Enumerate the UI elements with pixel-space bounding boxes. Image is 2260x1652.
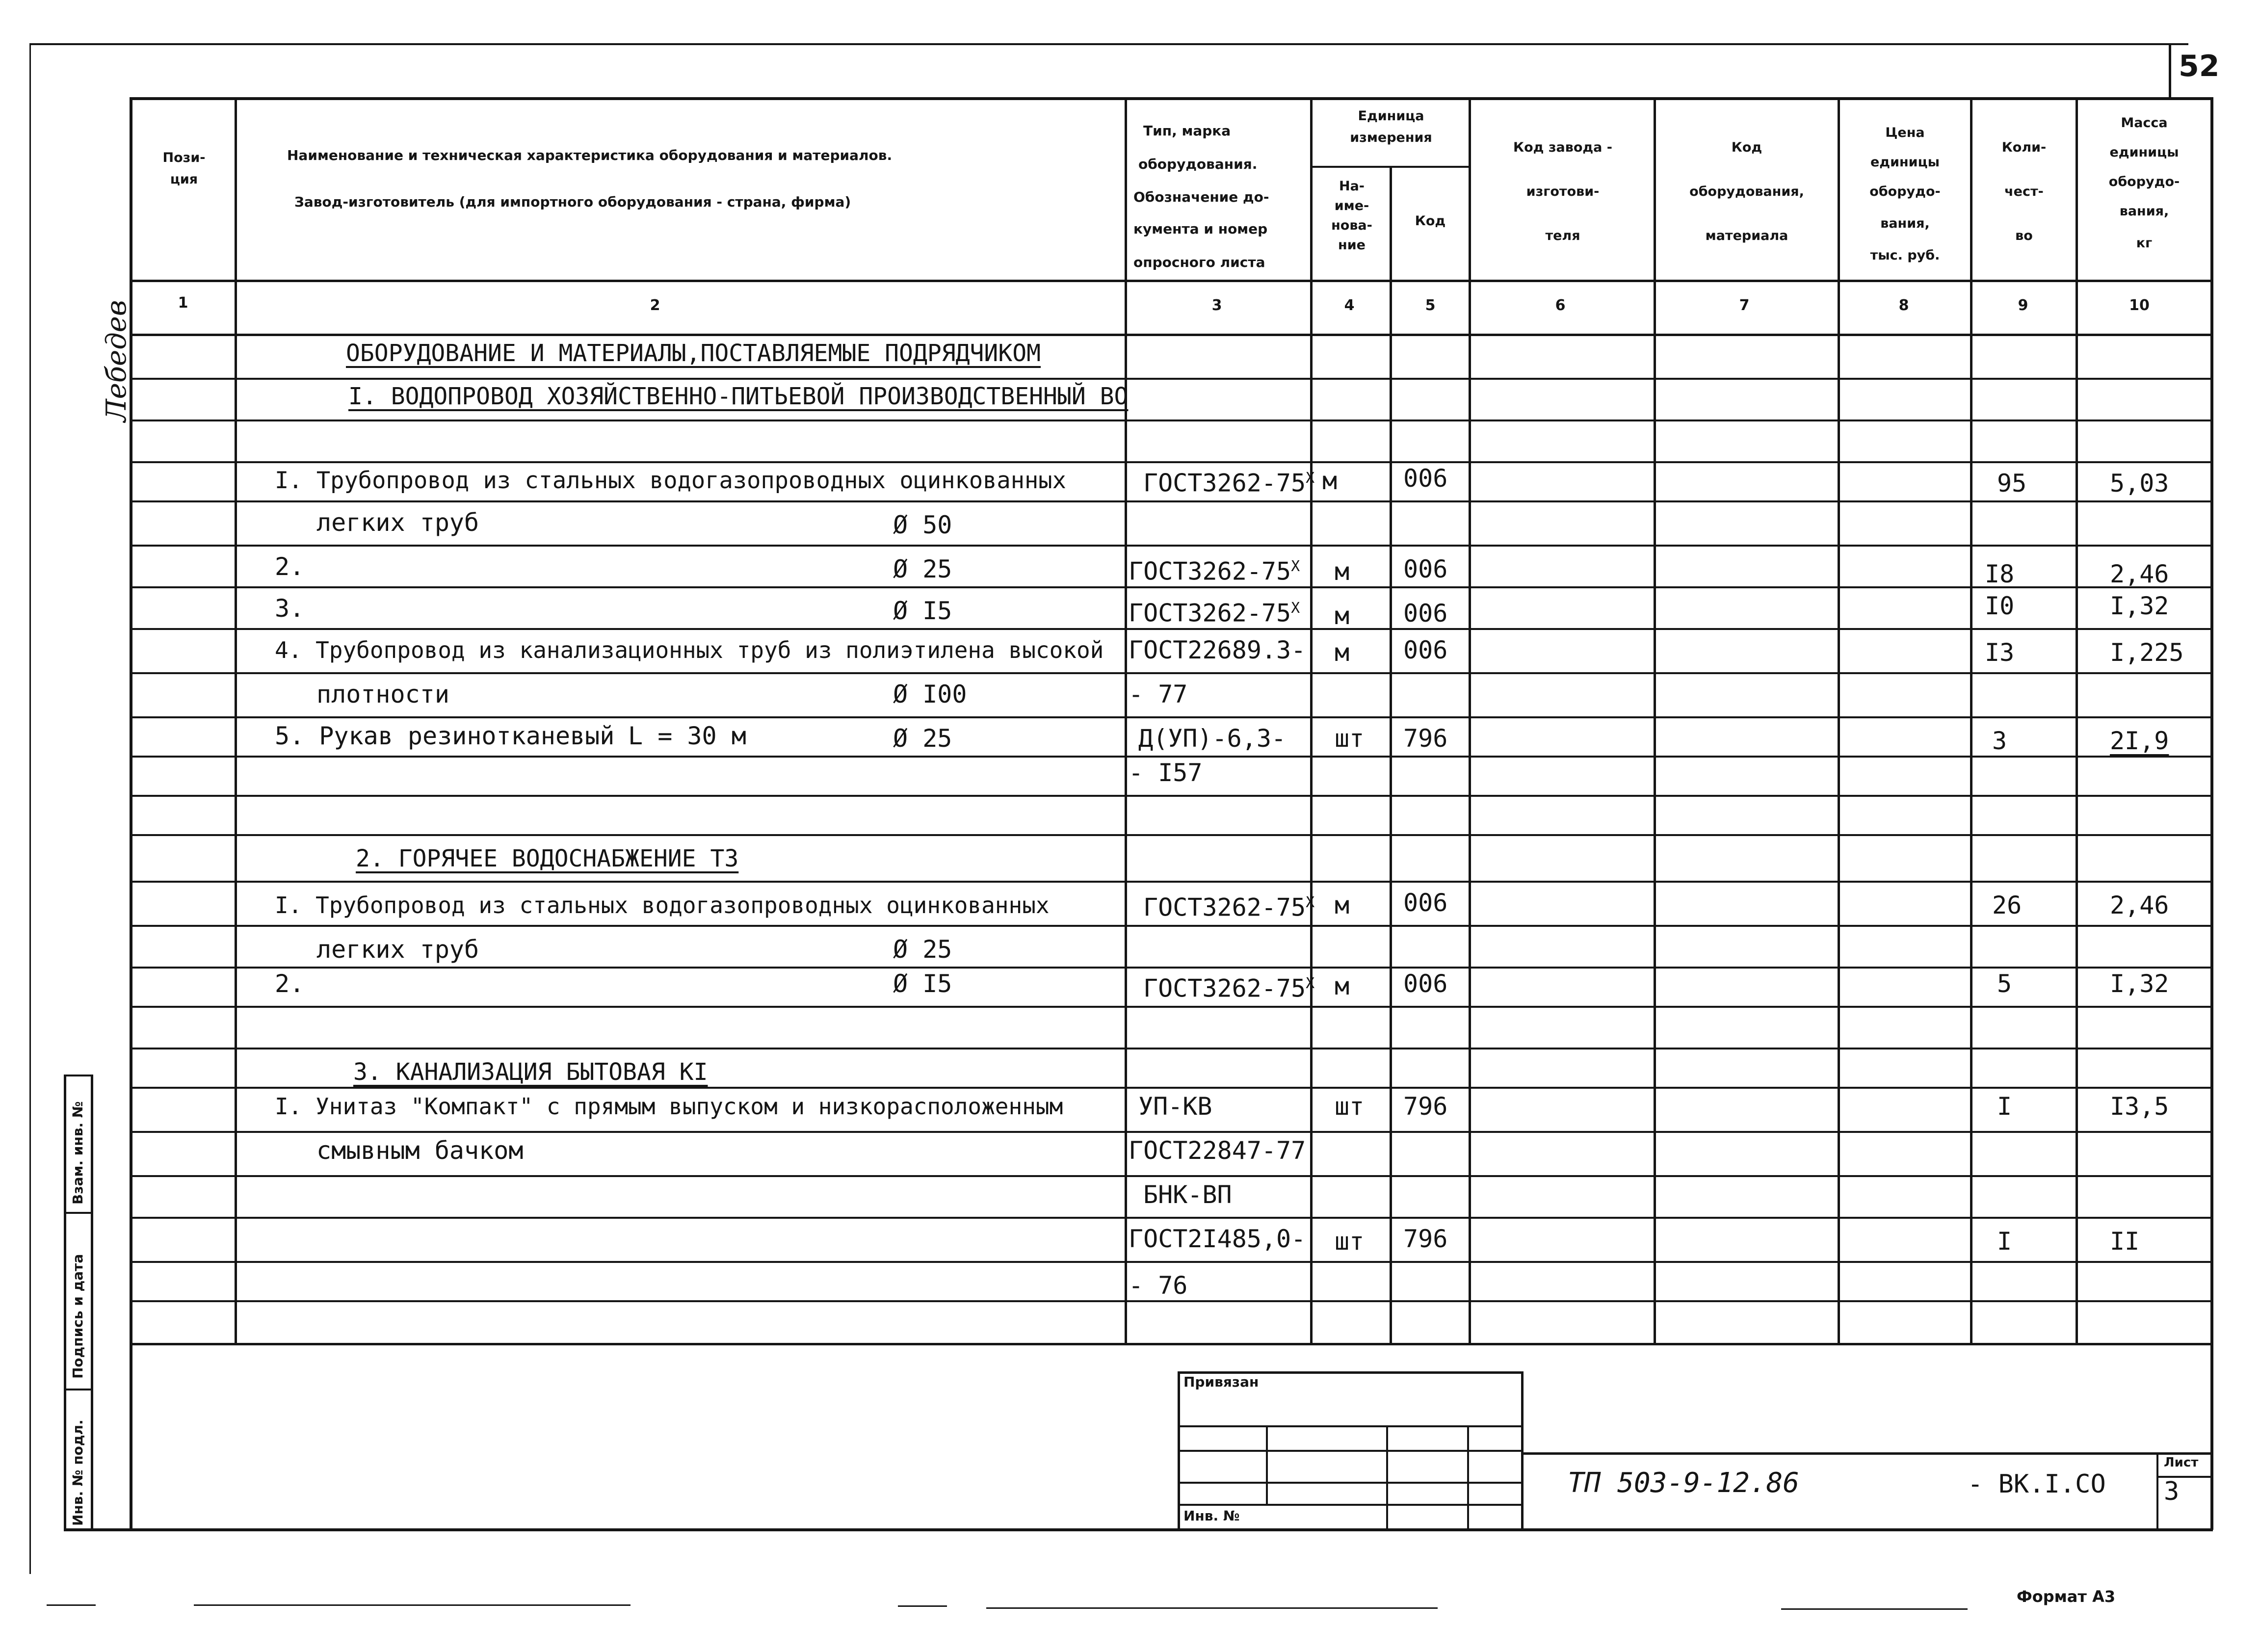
row9-code: 796 xyxy=(1403,1225,1448,1253)
row2-pos: 2. xyxy=(275,552,305,581)
row5-mass: 2I,9 xyxy=(2110,727,2169,755)
header-name-line2: Завод-изготовитель (для импортного оборудования - страна, фирма) xyxy=(294,194,851,210)
row-line xyxy=(131,1006,2213,1008)
row3-unit: м xyxy=(1335,602,1350,630)
sheet-box-left xyxy=(2169,43,2171,97)
header-mass-l4: вания, xyxy=(2119,204,2169,219)
row6-code: 006 xyxy=(1403,889,1448,917)
row5-qty: 3 xyxy=(1992,727,2007,755)
row2-mass: 2,46 xyxy=(2110,560,2169,588)
row4-qty: I3 xyxy=(1985,638,2015,667)
table-title: ОБОРУДОВАНИЕ И МАТЕРИАЛЫ,ПОСТАВЛЯЕМЫЕ ПОДРЯДЧИКОМ xyxy=(346,340,1041,367)
row-line xyxy=(131,834,2213,836)
row-line xyxy=(131,967,2213,969)
stamp-line xyxy=(1178,1450,1524,1452)
column-number: 6 xyxy=(1555,297,1566,314)
title-block-top xyxy=(1521,1452,2213,1455)
row2-qty: I8 xyxy=(1985,560,2015,588)
row4-doc: ГОСТ22689.3- xyxy=(1129,636,1306,664)
row1b-name: легких труб xyxy=(316,508,479,537)
left-margin-line xyxy=(29,43,31,1574)
row8b-doc: ГОСТ22847-77 xyxy=(1129,1136,1306,1165)
row6b-dia: Ø 25 xyxy=(893,935,952,964)
header-equip-code-l3: материала xyxy=(1705,228,1788,243)
header-type-l2: оборудования. xyxy=(1138,156,1258,172)
col-sep-9 xyxy=(2076,97,2078,1344)
row-line xyxy=(131,461,2213,463)
row8-code: 796 xyxy=(1403,1092,1448,1121)
header-position: Пози- ция xyxy=(162,150,206,187)
list-label: Лист xyxy=(2164,1455,2199,1470)
row4b-name: плотности xyxy=(316,680,449,708)
row3-mass: I,32 xyxy=(2110,592,2169,620)
row1-unit: м xyxy=(1322,467,1338,495)
header-type-l3: Обозначение до- xyxy=(1133,189,1269,205)
col-sep-3 xyxy=(1310,97,1313,1344)
row-line xyxy=(131,420,2213,421)
row1b-dia: Ø 50 xyxy=(893,511,952,539)
row7-code: 006 xyxy=(1403,970,1448,998)
col-sep-2 xyxy=(1125,97,1127,1344)
bottom-dash xyxy=(194,1604,631,1606)
row5-length: L = 30 м xyxy=(628,722,746,750)
list-number: 3 xyxy=(2164,1477,2180,1506)
frame-bottom-border xyxy=(64,1528,2213,1531)
header-type-l4: кумента и номер xyxy=(1133,221,1268,237)
header-name-line1: Наименование и техническая характеристика оборудования и материалов. xyxy=(287,147,893,163)
signature: Лебедев xyxy=(101,300,132,422)
bottom-dash xyxy=(1781,1608,1968,1610)
header-factory-l1: Код завода - xyxy=(1513,140,1612,155)
row6-mass: 2,46 xyxy=(2110,891,2169,919)
header-qty-l3: во xyxy=(2015,228,2033,243)
col-sep-1 xyxy=(235,97,237,1344)
row9-mass: II xyxy=(2110,1227,2140,1256)
bottom-dash xyxy=(898,1605,947,1607)
row-line xyxy=(131,672,2213,674)
header-type-l1: Тип, марка xyxy=(1143,123,1231,139)
row-line xyxy=(131,378,2213,380)
row8-unit: шт xyxy=(1335,1092,1365,1121)
header-mass-l5: кг xyxy=(2136,236,2153,251)
row3-doc: $ГОСТ3262-75^X$ xyxy=(1129,599,1300,628)
row4b-doc: - 77 xyxy=(1129,680,1188,708)
row-line xyxy=(131,716,2213,718)
row-line xyxy=(131,1175,2213,1177)
header-price-l2: единицы xyxy=(1870,155,1940,170)
row8b-name: смывным бачком xyxy=(316,1136,524,1165)
row4b-dia: Ø I00 xyxy=(893,680,967,708)
header-bottom-border xyxy=(131,280,2213,282)
sheet-number: 52 xyxy=(2179,49,2220,83)
row4-code: 006 xyxy=(1403,636,1448,664)
row-line xyxy=(131,628,2213,630)
row-line xyxy=(131,1048,2213,1049)
row7-doc: $ГОСТ3262-75^X$ xyxy=(1143,974,1315,1003)
header-price-l4: вания, xyxy=(1880,216,1930,231)
colnum-bottom-border xyxy=(131,334,2213,336)
column-number: 7 xyxy=(1739,297,1750,314)
stamp-privyazan: Привязан xyxy=(1183,1374,1259,1390)
header-unit-code: Код xyxy=(1415,213,1446,229)
header-unit-name: На- име- нова- ние xyxy=(1331,179,1372,253)
unit-group-divider xyxy=(1310,166,1470,168)
row4-unit: м xyxy=(1335,638,1350,667)
col-sep-5 xyxy=(1469,97,1471,1344)
row7-dia: Ø I5 xyxy=(893,970,952,998)
row1-qty: 95 xyxy=(1997,469,2027,498)
header-unit-group: Единица измерения xyxy=(1350,108,1432,145)
column-number: 10 xyxy=(2129,297,2150,314)
stamp-col xyxy=(1467,1425,1469,1531)
row3-qty: I0 xyxy=(1985,592,2015,620)
row7-unit: м xyxy=(1335,972,1350,1000)
column-number: 2 xyxy=(650,297,660,314)
row8-mass: I3,5 xyxy=(2110,1092,2169,1121)
row2-doc: $ГОСТ3262-75^X$ xyxy=(1129,557,1300,586)
side-label-inv-podl: Инв. № подл. xyxy=(70,1419,86,1526)
side-strip-left xyxy=(64,1075,66,1531)
row1-name: I. Трубопровод из стальных водогазопроводных оцинкованных xyxy=(275,467,1066,494)
stamp-line xyxy=(1178,1504,1524,1506)
side-label-vzam: Взам. инв. № xyxy=(70,1101,86,1205)
row-line xyxy=(131,500,2213,502)
row6-name: I. Трубопровод из стальных водогазопроводных оцинкованных xyxy=(275,892,1050,918)
side-strip-top xyxy=(64,1075,93,1076)
header-mass-l3: оборудо- xyxy=(2108,174,2180,189)
row5-unit: шт xyxy=(1335,724,1365,753)
header-mass-l2: единицы xyxy=(2109,145,2179,160)
row2-dia: Ø 25 xyxy=(893,555,952,583)
table-bottom-border xyxy=(131,1343,2213,1345)
header-equip-code-l1: Код xyxy=(1731,140,1762,155)
header-price-l5: тыс. руб. xyxy=(1870,248,1940,263)
stamp-line xyxy=(1178,1425,1524,1427)
row1-mass: 5,03 xyxy=(2110,469,2169,498)
header-qty-l2: чест- xyxy=(2004,184,2044,199)
column-number: 3 xyxy=(1211,297,1222,314)
stamp-inv: Инв. № xyxy=(1183,1508,1240,1524)
column-number: 5 xyxy=(1425,297,1436,314)
row-line xyxy=(131,1087,2213,1089)
table-top-border xyxy=(131,97,2213,100)
row2-unit: м xyxy=(1335,557,1350,586)
bottom-dash xyxy=(47,1604,96,1606)
bottom-dash xyxy=(986,1607,1438,1609)
row3-code: 006 xyxy=(1403,599,1448,628)
stamp-col xyxy=(1266,1425,1268,1504)
row1-doc: $ГОСТ3262-75^X$ xyxy=(1143,469,1315,498)
row4-mass: I,225 xyxy=(2110,638,2184,667)
header-qty-l1: Коли- xyxy=(2001,140,2047,155)
row-line xyxy=(131,1131,2213,1133)
header-equip-code-l2: оборудования, xyxy=(1689,184,1804,199)
row7-pos: 2. xyxy=(275,970,305,998)
row-line xyxy=(131,881,2213,883)
stamp-col xyxy=(1386,1425,1388,1531)
frame-right-border xyxy=(2210,97,2213,1530)
row-line xyxy=(131,1217,2213,1219)
row7-mass: I,32 xyxy=(2110,970,2169,998)
column-number: 1 xyxy=(178,294,188,312)
stamp-line xyxy=(1178,1482,1524,1484)
sheet-code: - ВК.I.СО xyxy=(1968,1469,2106,1499)
row-line xyxy=(131,925,2213,927)
row3-pos: 3. xyxy=(275,594,305,623)
row9-unit: шт xyxy=(1335,1227,1365,1256)
row1-code: 006 xyxy=(1403,464,1448,493)
row5-name: 5. Рукав резинотканевый xyxy=(275,722,615,750)
header-type-l5: опросного листа xyxy=(1133,254,1265,270)
row5-code: 796 xyxy=(1403,724,1448,753)
row8-qty: I xyxy=(1997,1092,2012,1121)
header-price-l1: Цена xyxy=(1885,125,1925,140)
format-label: Формат А3 xyxy=(2017,1587,2116,1606)
section-2-title: 2. ГОРЯЧЕЕ ВОДОСНАБЖЕНИЕ ТЗ xyxy=(356,845,739,872)
side-strip-sep xyxy=(64,1212,93,1214)
row-line xyxy=(131,756,2213,758)
col-sep-8 xyxy=(1970,97,1972,1344)
side-strip-mid xyxy=(91,1075,93,1531)
row-line xyxy=(131,586,2213,588)
row8-doc: УП-КВ xyxy=(1138,1092,1212,1121)
row-line xyxy=(131,795,2213,797)
header-factory-l2: изготови- xyxy=(1526,184,1600,199)
row4-name: 4. Трубопровод из канализационных труб из полиэтилена высокой xyxy=(275,637,1104,663)
row6-doc: $ГОСТ3262-75^X$ xyxy=(1143,893,1315,922)
col-sep-6 xyxy=(1654,97,1656,1344)
header-price-l3: оборудо- xyxy=(1869,184,1941,199)
side-label-podpis: Подпись и дата xyxy=(70,1254,86,1379)
col-sep-7 xyxy=(1838,97,1840,1344)
row8c-doc: БНК-ВП xyxy=(1143,1180,1232,1209)
row-line xyxy=(131,1300,2213,1302)
section-3-title: 3. КАНАЛИЗАЦИЯ БЫТОВАЯ КI xyxy=(353,1058,708,1086)
row6b-name: легких труб xyxy=(316,935,479,964)
row-line xyxy=(131,1261,2213,1263)
row7-qty: 5 xyxy=(1997,970,2012,998)
row5-dia: Ø 25 xyxy=(893,724,952,753)
row6-unit: м xyxy=(1335,891,1350,919)
row9-doc: ГОСТ2I485,0- xyxy=(1129,1225,1306,1253)
side-strip-sep xyxy=(64,1389,93,1390)
row8-name: I. Унитаз "Компакт" с прямым выпуском и низкорасположенным xyxy=(275,1093,1063,1120)
list-box-left xyxy=(2156,1452,2158,1528)
row-line xyxy=(131,545,2213,547)
column-number: 8 xyxy=(1898,297,1909,314)
row6-qty: 26 xyxy=(1992,891,2022,919)
section-1-title: I. ВОДОПРОВОД ХОЗЯЙСТВЕННО-ПИТЬЕВОЙ ПРОИЗВОДСТВЕННЫЙ ВО xyxy=(348,383,1129,410)
row5b-doc: - I57 xyxy=(1129,759,1203,787)
row3-dia: Ø I5 xyxy=(893,597,952,625)
top-margin-line xyxy=(29,43,2188,45)
row9-qty: I xyxy=(1997,1227,2012,1256)
header-factory-l3: теля xyxy=(1545,228,1580,243)
doc-code: ТП 503-9-12.86 xyxy=(1568,1467,1800,1499)
column-number: 9 xyxy=(2018,297,2028,314)
row2-code: 006 xyxy=(1403,555,1448,583)
row9b-doc: - 76 xyxy=(1129,1271,1188,1300)
header-mass-l1: Масса xyxy=(2121,115,2168,131)
column-number: 4 xyxy=(1344,297,1355,314)
row5-doc: Д(УП)-6,3- xyxy=(1138,724,1287,753)
